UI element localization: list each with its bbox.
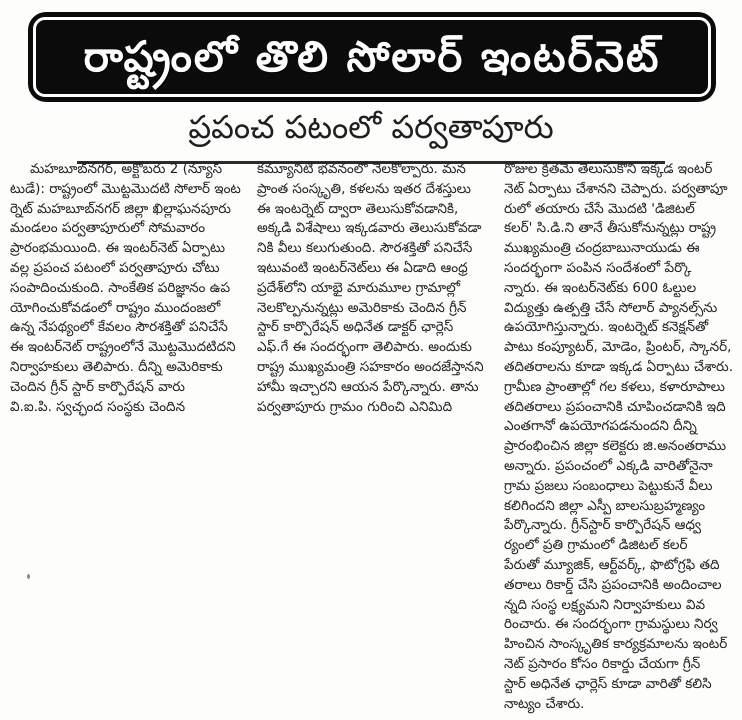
text-line: కలిగిందని జిల్లా ఎస్పీ బాలసుబ్రహ్మణ్యం — [504, 497, 706, 514]
text-line: టుడే): రాష్ట్రంలో మొట్టమొదటి సోలార్ ఇంట — [10, 180, 241, 197]
text-line: ముఖ్యమంత్రి చంద్రబాబునాయుడు ఈ — [504, 240, 700, 257]
text-line: సంపాదించుకుంది. సాంకేతిక పరిజ్ఞానం ఉప — [10, 279, 231, 296]
text-line: ఉపయోగిస్తున్నారు. ఇంటర్నెట్ కనెక్షన్‌తో — [504, 319, 709, 336]
text-line: నిర్వాహకులు తెలిపారు. దీన్ని అమెరికాకు — [10, 358, 223, 375]
text-line: నెట్ ప్రసారం కోసం రికార్డు చేయగా గ్రీన్ — [504, 655, 701, 672]
text-line: మహబూబ్‌నగర్, అక్టోబరు 2 (న్యూస్‌ — [30, 161, 223, 177]
subheadline-text: ప్రపంచ పటంలో పర్వతాపూరు — [77, 108, 665, 164]
text-line: సందర్భంగా పంపిన సందేశంలో పేర్కొ — [504, 259, 692, 276]
article-column-1 — [10, 160, 242, 716]
text-line: నెట్ ఏర్పాటు చేశానని చెప్పారు. పర్వతాపూ — [504, 180, 728, 197]
text-line: తదితరాలు ప్రపంచానికి చూపించడానికి ఇది — [504, 398, 726, 415]
text-line: ప్రారంభమయింది. ఈ ఇంటర్‌నెట్ ఏర్పాటు — [10, 240, 226, 257]
text-line: వల్ల ప్రపంచ పటంలో పర్వతాపూరు చోటు — [10, 259, 220, 276]
text-line: విద్యుత్తు ఉత్పత్తి చేసే సోలార్ ప్యానల్స్‌ను — [504, 299, 718, 316]
text-line: ఎఫ్.గే ఈ సందర్భంగా తెలిపారు. అందుకు — [257, 339, 472, 356]
text-line: హామీ ఇచ్చారని ఆయన పేర్కొన్నారు. తాను — [257, 378, 479, 395]
ink-speck — [27, 574, 30, 579]
text-line: యోగించుకోవడంలో రాష్ట్రం ముందంజలో — [10, 299, 221, 316]
text-line: కలర్' సి.డి.ని తానే తీసుకోనున్నట్లు రాష్ట్ర — [504, 220, 717, 237]
text-line: ఈ ఇంటర్‌నెట్ రాష్ట్రంలోనే మొట్టమొదటిదని — [10, 339, 236, 356]
text-line: ర్యంలో ప్రతి గ్రామంలో డిజిటల్ కలర్ — [504, 537, 688, 554]
text-line: గ్రామ ప్రజలు సంబంధాలు పెట్టుకునే వీలు — [504, 477, 713, 494]
text-line: అక్కడి విశేషాలు ఇక్కడవారు తెలుసుకోవడా — [257, 220, 482, 237]
text-line: ఇటువంటి ఇంటర్‌నెట్‌లు ఈ ఏడాది ఆంధ్ర — [257, 259, 468, 276]
text-line: స్టార్ కార్పొరేషన్ అధినేత డాక్టర్ ఛార్లెస్ — [257, 319, 454, 336]
article-column-2 — [257, 160, 489, 716]
text-line: న్నది సంస్థ లక్ష్యమని నిర్వాహకులు వివ — [504, 596, 706, 613]
text-line: ఎంతగానో ఉపయోగపడనుందని దీన్ని — [504, 418, 697, 435]
text-line: తదితరాలను కూడా ఇక్కడ ఏర్పాటు చేశారు. — [504, 358, 733, 375]
text-line: ప్రారంభించిన జిల్లా కలెక్టరు జి.అనంతరాము — [504, 438, 727, 455]
headline-banner — [28, 12, 716, 102]
text-line: నాట్యం చేశారు. — [504, 695, 585, 712]
text-line: నికి వీలు కలుగుతుంది. సౌరశక్తితో పనిచేసే — [257, 240, 473, 257]
text-line: ప్రదేశ్‌లోని యాభై మారుమూల గ్రామాల్లో — [257, 279, 460, 296]
text-line: రోజుల క్రితమే తెలుసుకొని ఇక్కడ ఇంటర్ — [504, 161, 713, 177]
text-line: హించిన సాంస్కృతిక కార్యక్రమాలను ఇంటర్ — [504, 636, 728, 653]
text-line: ప్రాంత సంస్కృతి, కళలను ఇతర దేశస్తులు — [257, 180, 471, 197]
text-line: రులో తయారు చేసే మొదటి 'డిజిటల్ — [504, 200, 695, 217]
headline-text: రాష్ట్రంలో తొలి సోలార్ ఇంటర్‌నెట్ — [83, 32, 661, 81]
text-line: న్నారు. ఈ ఇంటర్‌నెట్‌కు 600 ఓల్టుల — [504, 279, 697, 296]
text-line: మండలం పర్వతాపూరులో సోమవారం — [10, 220, 206, 237]
text-line: పేరుతో మ్యూజిక్, ఆర్ట్‌వర్క్, ఫొటోగ్రఫి తది — [504, 556, 720, 573]
text-line: అన్నారు. ప్రపంచంలో ఎక్కడి వారితోనైనా — [504, 457, 713, 474]
article-body — [10, 160, 736, 716]
text-line: తరాలు రికార్డ్ చేసి ప్రపంచానికి అందించాల — [504, 576, 722, 593]
subheadline-wrap — [0, 108, 742, 168]
text-line: కమ్యూనిటీ భవనంలో నెలకొల్పారు. మన — [257, 161, 466, 177]
text-line: వి.ఐ.పి. స్వచ్ఛంద సంస్థకు చెందిన — [10, 398, 186, 415]
text-line: రించారు. ఈ సందర్భంగా గ్రామస్థులు నిర్వ — [504, 616, 718, 633]
article-column-3 — [504, 160, 736, 716]
text-line: ర్నెట్ మహబూబ్‌నగర్ జిల్లా ఖిల్లాఘనపూరు — [10, 200, 231, 217]
text-line: పర్వతాపూరు గ్రామం గురించి ఎనిమిది — [257, 398, 453, 415]
text-line: స్టార్ అధినేత ఛార్లెస్ కూడా వారితో కలిసి — [504, 675, 712, 692]
text-line: చెందిన గ్రీన్ స్టార్ కార్పొరేషన్ వారు — [10, 378, 185, 395]
text-line: ఉన్న నేపథ్యంలో కేవలం సౌరశక్తితో పనిచేసే — [10, 319, 228, 336]
text-line: పేర్కొన్నారు. గ్రీన్‌స్టార్ కార్పొరేషన్ ఆధ్వ — [504, 517, 702, 534]
text-line: పాటు కంప్యూటర్, మోడెం, ప్రింటర్, స్కానర్, — [504, 339, 732, 356]
text-line: నెలకొల్పనున్నట్లు అమెరికాకు చెందిన గ్రీన్ — [257, 299, 467, 316]
text-line: గ్రామీణ ప్రాంతాల్లో గల కళలు, కళారూపాలు — [504, 378, 725, 395]
text-line: ఈ ఇంటర్నెట్ ద్వారా తెలుసుకోవడానికి, — [257, 200, 459, 217]
text-line: రాష్ట్ర ముఖ్యమంత్రి సహకారం అందజేస్తానని — [257, 358, 484, 375]
